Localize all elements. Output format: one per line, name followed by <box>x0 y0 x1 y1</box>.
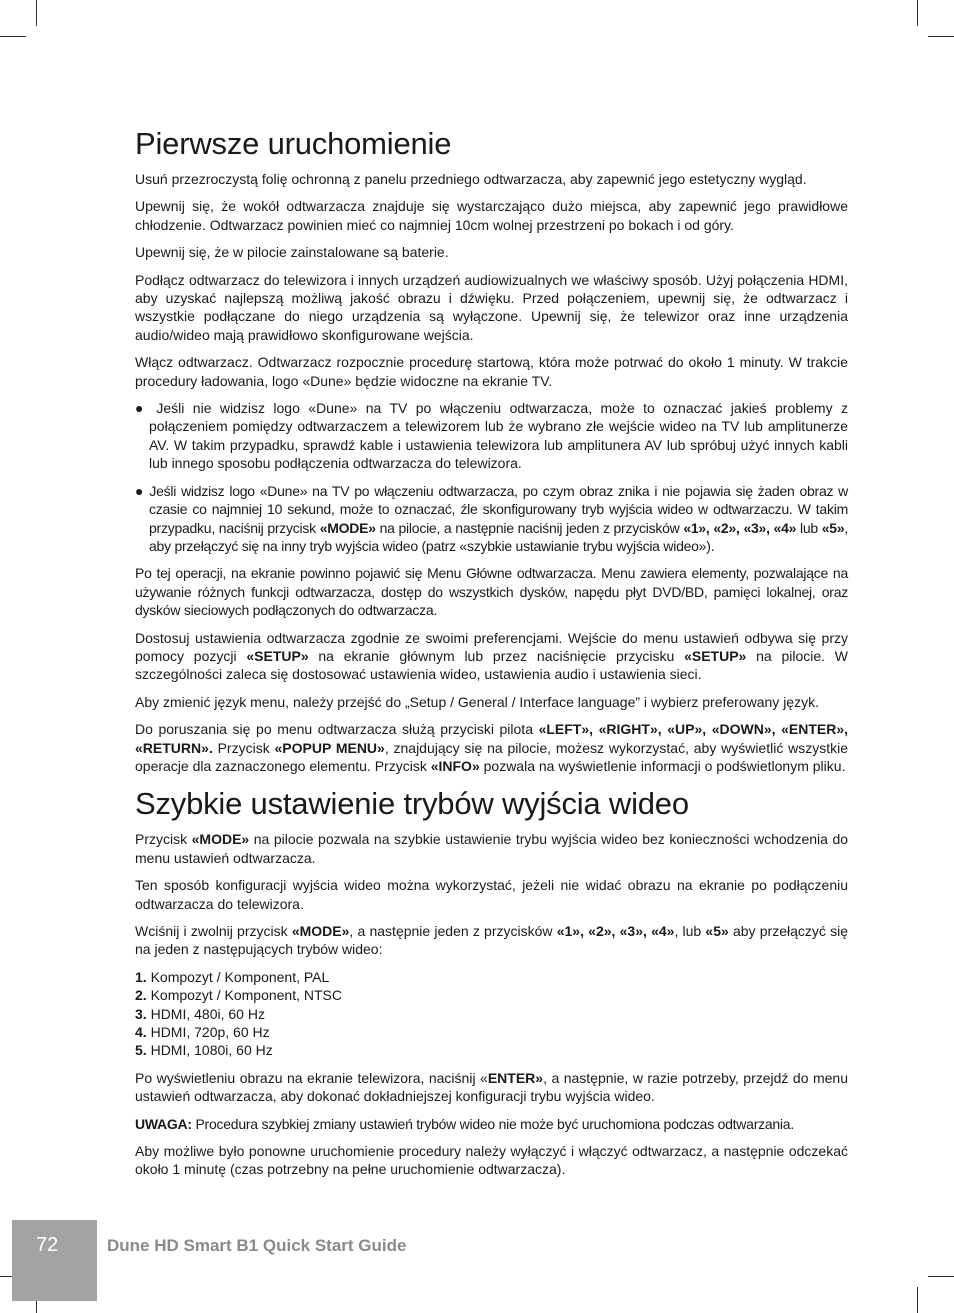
paragraph: Po tej operacji, na ekranie powinno pojawić się Menu Główne odtwarzacza. Menu zawiera elementy, pozwalające na używanie różnych funkcji odtwarzacza, dostęp do wszystkich dysków, napędu płyt DVD/BD, pamięci lokalnej, oraz dysków sieciowych podłączonych do odtwarzacza. <box>135 565 848 619</box>
list-text: HDMI, 1080i, 60 Hz <box>146 1042 273 1059</box>
list-text: Kompozyt / Komponent, PAL <box>146 968 330 985</box>
paragraph: Usuń przezroczystą folię ochronną z panelu przedniego odtwarzacza, aby zapewnić jego estetyczny wygląd. <box>135 171 807 187</box>
list-text: HDMI, 720p, 60 Hz <box>146 1024 270 1041</box>
paragraph: Upewnij się, że w pilocie zainstalowane są baterie. <box>135 244 449 261</box>
text-run: Przycisk <box>212 739 275 756</box>
note <box>135 1115 848 1133</box>
list-number: 3. <box>135 1005 147 1022</box>
text-run: lub <box>796 519 822 536</box>
page-number-box <box>12 1220 97 1301</box>
text-run: aby przełączyć się na jeden z następujących trybów wideo: <box>135 923 848 958</box>
text-run: , znajdujący się na pilocie, możesz wykorzystać, aby wyświetlić wszystkie operacje dla zaznaczonego elementu. Przycisk <box>135 739 849 774</box>
text-run: , a następnie jeden z przycisków <box>349 923 557 939</box>
key-setup: «SETUP» <box>246 647 309 664</box>
text-run: , aby przełączyć się na inny tryb wyjścia wideo (patrz «szybkie ustawianie trybu wyjścia wideo»). <box>149 519 848 554</box>
text-run: Do poruszania się po menu odtwarzacza służą przyciski pilota <box>135 721 539 738</box>
key-enter: ENTER» <box>487 1069 544 1086</box>
keys-1-4: «1», «2», «3», «4» <box>556 923 675 939</box>
crop-mark <box>36 0 37 26</box>
note-text: Procedura szybkiej zmiany ustawień trybów wideo nie może być uruchomiona podczas odtwarzania. <box>191 1115 794 1132</box>
key-mode: «MODE» <box>291 923 350 939</box>
text-run: na pilocie, a następnie naciśnij jeden z przycisków <box>375 519 684 536</box>
list-number: 2. <box>135 987 147 1004</box>
section-title-first-start: Pierwsze uruchomienie <box>135 126 452 161</box>
list-item <box>135 1023 848 1041</box>
key-popup-menu: «POPUP MENU» <box>274 739 385 756</box>
page-number: 72 <box>36 1234 59 1256</box>
keys-navigation: «LEFT», «RIGHT», «UP», «DOWN», «ENTER», «RETURN». <box>135 721 849 756</box>
page-content <box>135 124 848 1188</box>
key-mode: «MODE» <box>319 519 376 536</box>
key-info: «INFO» <box>430 757 480 774</box>
crop-mark <box>928 1276 954 1277</box>
paragraph-mode <box>135 830 848 867</box>
key-setup: «SETUP» <box>684 647 747 664</box>
list-item <box>135 1041 848 1059</box>
paragraph-mode-keys <box>135 922 848 959</box>
text-run: na pilocie pozwala na szybkie ustawienie trybu wyjścia wideo bez konieczności wchodzenia do menu ustawień odtwarzacza. <box>135 831 849 866</box>
paragraph: Upewnij się, że wokół odtwarzacza znajduje się wystarczająco dużo miejsca, aby zapewnić jego prawidłowe chłodzenie. Odtwarzacz powinien mieć co najmniej 10cm wolnej przestrzeni po bokach i od góry. <box>135 198 848 233</box>
paragraph-setup <box>135 629 848 684</box>
text-run: na pilocie. W szczególności zaleca się dostosować ustawienia wideo, ustawienia audio i ustawienia sieci. <box>135 647 849 683</box>
text-run: pozwala na wyświetlenie informacji o podświetlonym pliku. <box>479 757 846 774</box>
guide-title: Dune HD Smart B1 Quick Start Guide <box>107 1236 407 1255</box>
video-modes-list <box>135 968 848 1060</box>
list-number: 4. <box>135 1024 147 1041</box>
text-run: ● Jeśli widzisz logo «Dune» na TV po włączeniu odtwarzacza, po czym obraz znika i nie pojawia się żaden obraz w czasie co najmniej 10 sekund, może to oznaczać, źle skonfigurowany tryb wyjścia wideo w odtwarzaczu. W takim przypadku, naciśnij przycisk <box>135 482 848 536</box>
crop-mark <box>917 1287 918 1313</box>
key-5: «5» <box>821 519 845 536</box>
text-run: Po wyświetleniu obrazu na ekranie telewizora, naciśnij « <box>135 1069 488 1086</box>
bullet-no-logo: ● Jeśli nie widzisz logo «Dune» na TV po włączeniu odtwarzacza, może to oznaczać jakieś problemy z połączeniem pomiędzy odtwarzaczem a telewizorem lub że wybrano złe wejście wideo na TV lub amplitunerze AV. W takim przypadku, sprawdź kable i ustawienia telewizora lub amplitunera AV lub spróbuj użyć innych kabli lub innego sposobu podłączenia odtwarzacza do telewizora. <box>135 400 848 472</box>
paragraph: Włącz odtwarzacz. Odtwarzacz rozpocznie procedurę startową, która może potrwać do około 1 minuty. W trakcie procedury ładowania, logo «Dune» będzie widoczne na ekranie TV. <box>135 354 848 389</box>
page-footer <box>12 1220 712 1301</box>
keys-1-4: «1», «2», «3», «4» <box>683 519 797 536</box>
text-run: Dostosuj ustawienia odtwarzacza zgodnie ze swoimi preferencjami. Wejście do menu ustawień odbywa się przy pomocy pozycji <box>135 629 848 664</box>
list-text: HDMI, 480i, 60 Hz <box>146 1005 265 1022</box>
note-label: UWAGA: <box>135 1115 192 1132</box>
bullet-logo-disappears <box>135 482 848 556</box>
list-item <box>135 968 848 986</box>
crop-mark <box>928 36 954 37</box>
list-item <box>135 1005 848 1023</box>
crop-mark <box>0 36 26 37</box>
list-number: 1. <box>135 968 147 985</box>
text-run: Przycisk <box>135 831 192 848</box>
key-mode: «MODE» <box>191 831 250 848</box>
text-run: na ekranie głównym lub przez naciśnięcie przycisku <box>308 647 685 664</box>
paragraph-enter <box>135 1069 848 1106</box>
paragraph: Ten sposób konfiguracji wyjścia wideo można wykorzystać, jeżeli nie widać obrazu na ekranie po podłączeniu odtwarzacza do telewizora. <box>135 877 848 912</box>
section-title-video-modes: Szybkie ustawienie trybów wyjścia wideo <box>135 786 689 822</box>
list-item <box>135 986 848 1004</box>
paragraph: Aby możliwe było ponowne uruchomienie procedury należy wyłączyć i włączyć odtwarzacz, a następnie odczekać około 1 minutę (czas potrzebny na pełne uruchomienie odtwarzacza). <box>135 1143 848 1178</box>
list-text: Kompozyt / Komponent, NTSC <box>146 987 342 1004</box>
crop-mark <box>917 0 918 26</box>
key-5: «5» <box>705 923 729 939</box>
text-run: , a następnie, w razie potrzeby, przejdź do menu ustawień odtwarzacza, aby dokonać dokładniejszej konfiguracji trybu wyjścia wideo. <box>135 1069 848 1105</box>
paragraph-navigation <box>135 720 848 775</box>
paragraph: Podłącz odtwarzacz do telewizora i innych urządzeń audiowizualnych we właściwy sposób. Użyj połączenia HDMI, aby uzyskać najlepszą możliwą jakość obrazu i dźwięku. Przed połączeniem, upewnij się, że odtwarzacz i wszystkie podłączane do niego urządzenia są wyłączone. Upewnij się, że telewizor oraz inne urządzenia audio/wideo mają prawidłowo skonfigurowane wejścia. <box>135 271 848 343</box>
list-number: 5. <box>135 1042 147 1059</box>
text-run: , lub <box>674 923 706 939</box>
paragraph: Aby zmienić język menu, należy przejść do „Setup / General / Interface language” i wybierz preferowany język. <box>135 693 819 710</box>
text-run: Wciśnij i zwolnij przycisk <box>135 923 292 939</box>
